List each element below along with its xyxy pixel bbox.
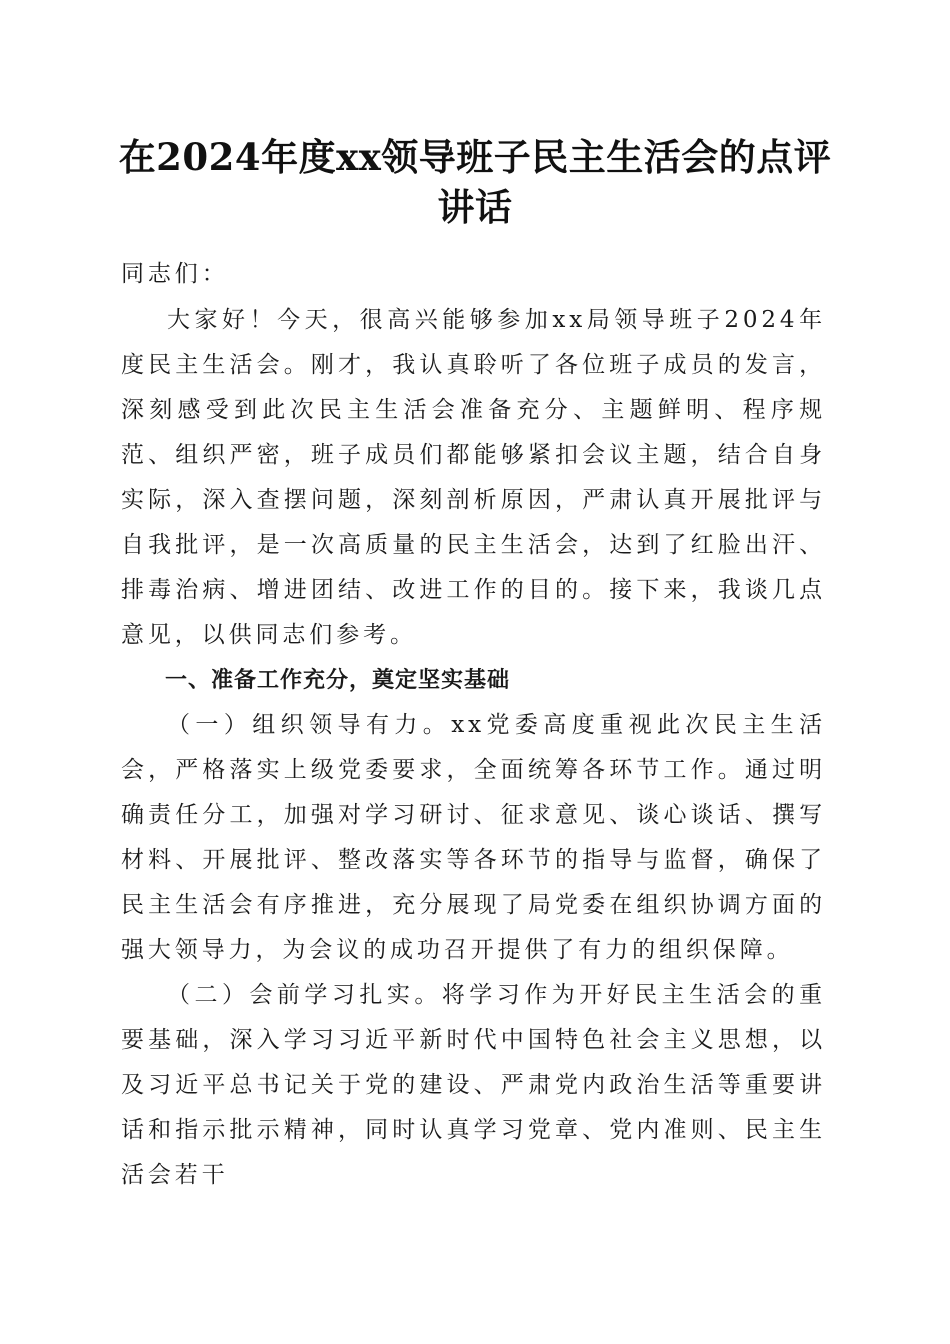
document-body: [121, 252, 826, 1198]
subsection-paragraph-2: （二）会前学习扎实。将学习作为开好民主生活会的重要基础，深入学习习近平新时代中国特色社会主义思想，以及习近平总书记关于党的建设、严肃党内政治生活等重要讲话和指示批示精神，同时认真学习党章、党内准则、民主生活会若干: [121, 982, 826, 1188]
intro-paragraph: 大家好！今天，很高兴能够参加xx局领导班子2024年度民主生活会。刚才，我认真聆听了各位班子成员的发言，深刻感受到此次民主生活会准备充分、主题鲜明、程序规范、组织严密，班子成员们都能够紧扣会议主题，结合自身实际，深入查摆问题，深刻剖析原因，严肃认真开展批评与自我批评，是一次高质量的民主生活会，达到了红脸出汗、排毒治病、增进团结、改进工作的目的。接下来，我谈几点意见，以供同志们参考。: [121, 307, 826, 648]
salutation: 同志们：: [121, 261, 229, 287]
section-heading-1: 一、准备工作充分，奠定坚实基础: [165, 668, 511, 693]
subsection-paragraph-1: （一）组织领导有力。xx党委高度重视此次民主生活会，严格落实上级党委要求，全面统筹各环节工作。通过明确责任分工，加强对学习研讨、征求意见、谈心谈话、撰写材料、开展批评、整改落实等各环节的指导与监督，确保了民主生活会有序推进，充分展现了局党委在组织协调方面的强大领导力，为会议的成功召开提供了有力的组织保障。: [121, 712, 826, 963]
document-title: 在2024年度xx领导班子民主生活会的点评讲话: [118, 135, 832, 229]
